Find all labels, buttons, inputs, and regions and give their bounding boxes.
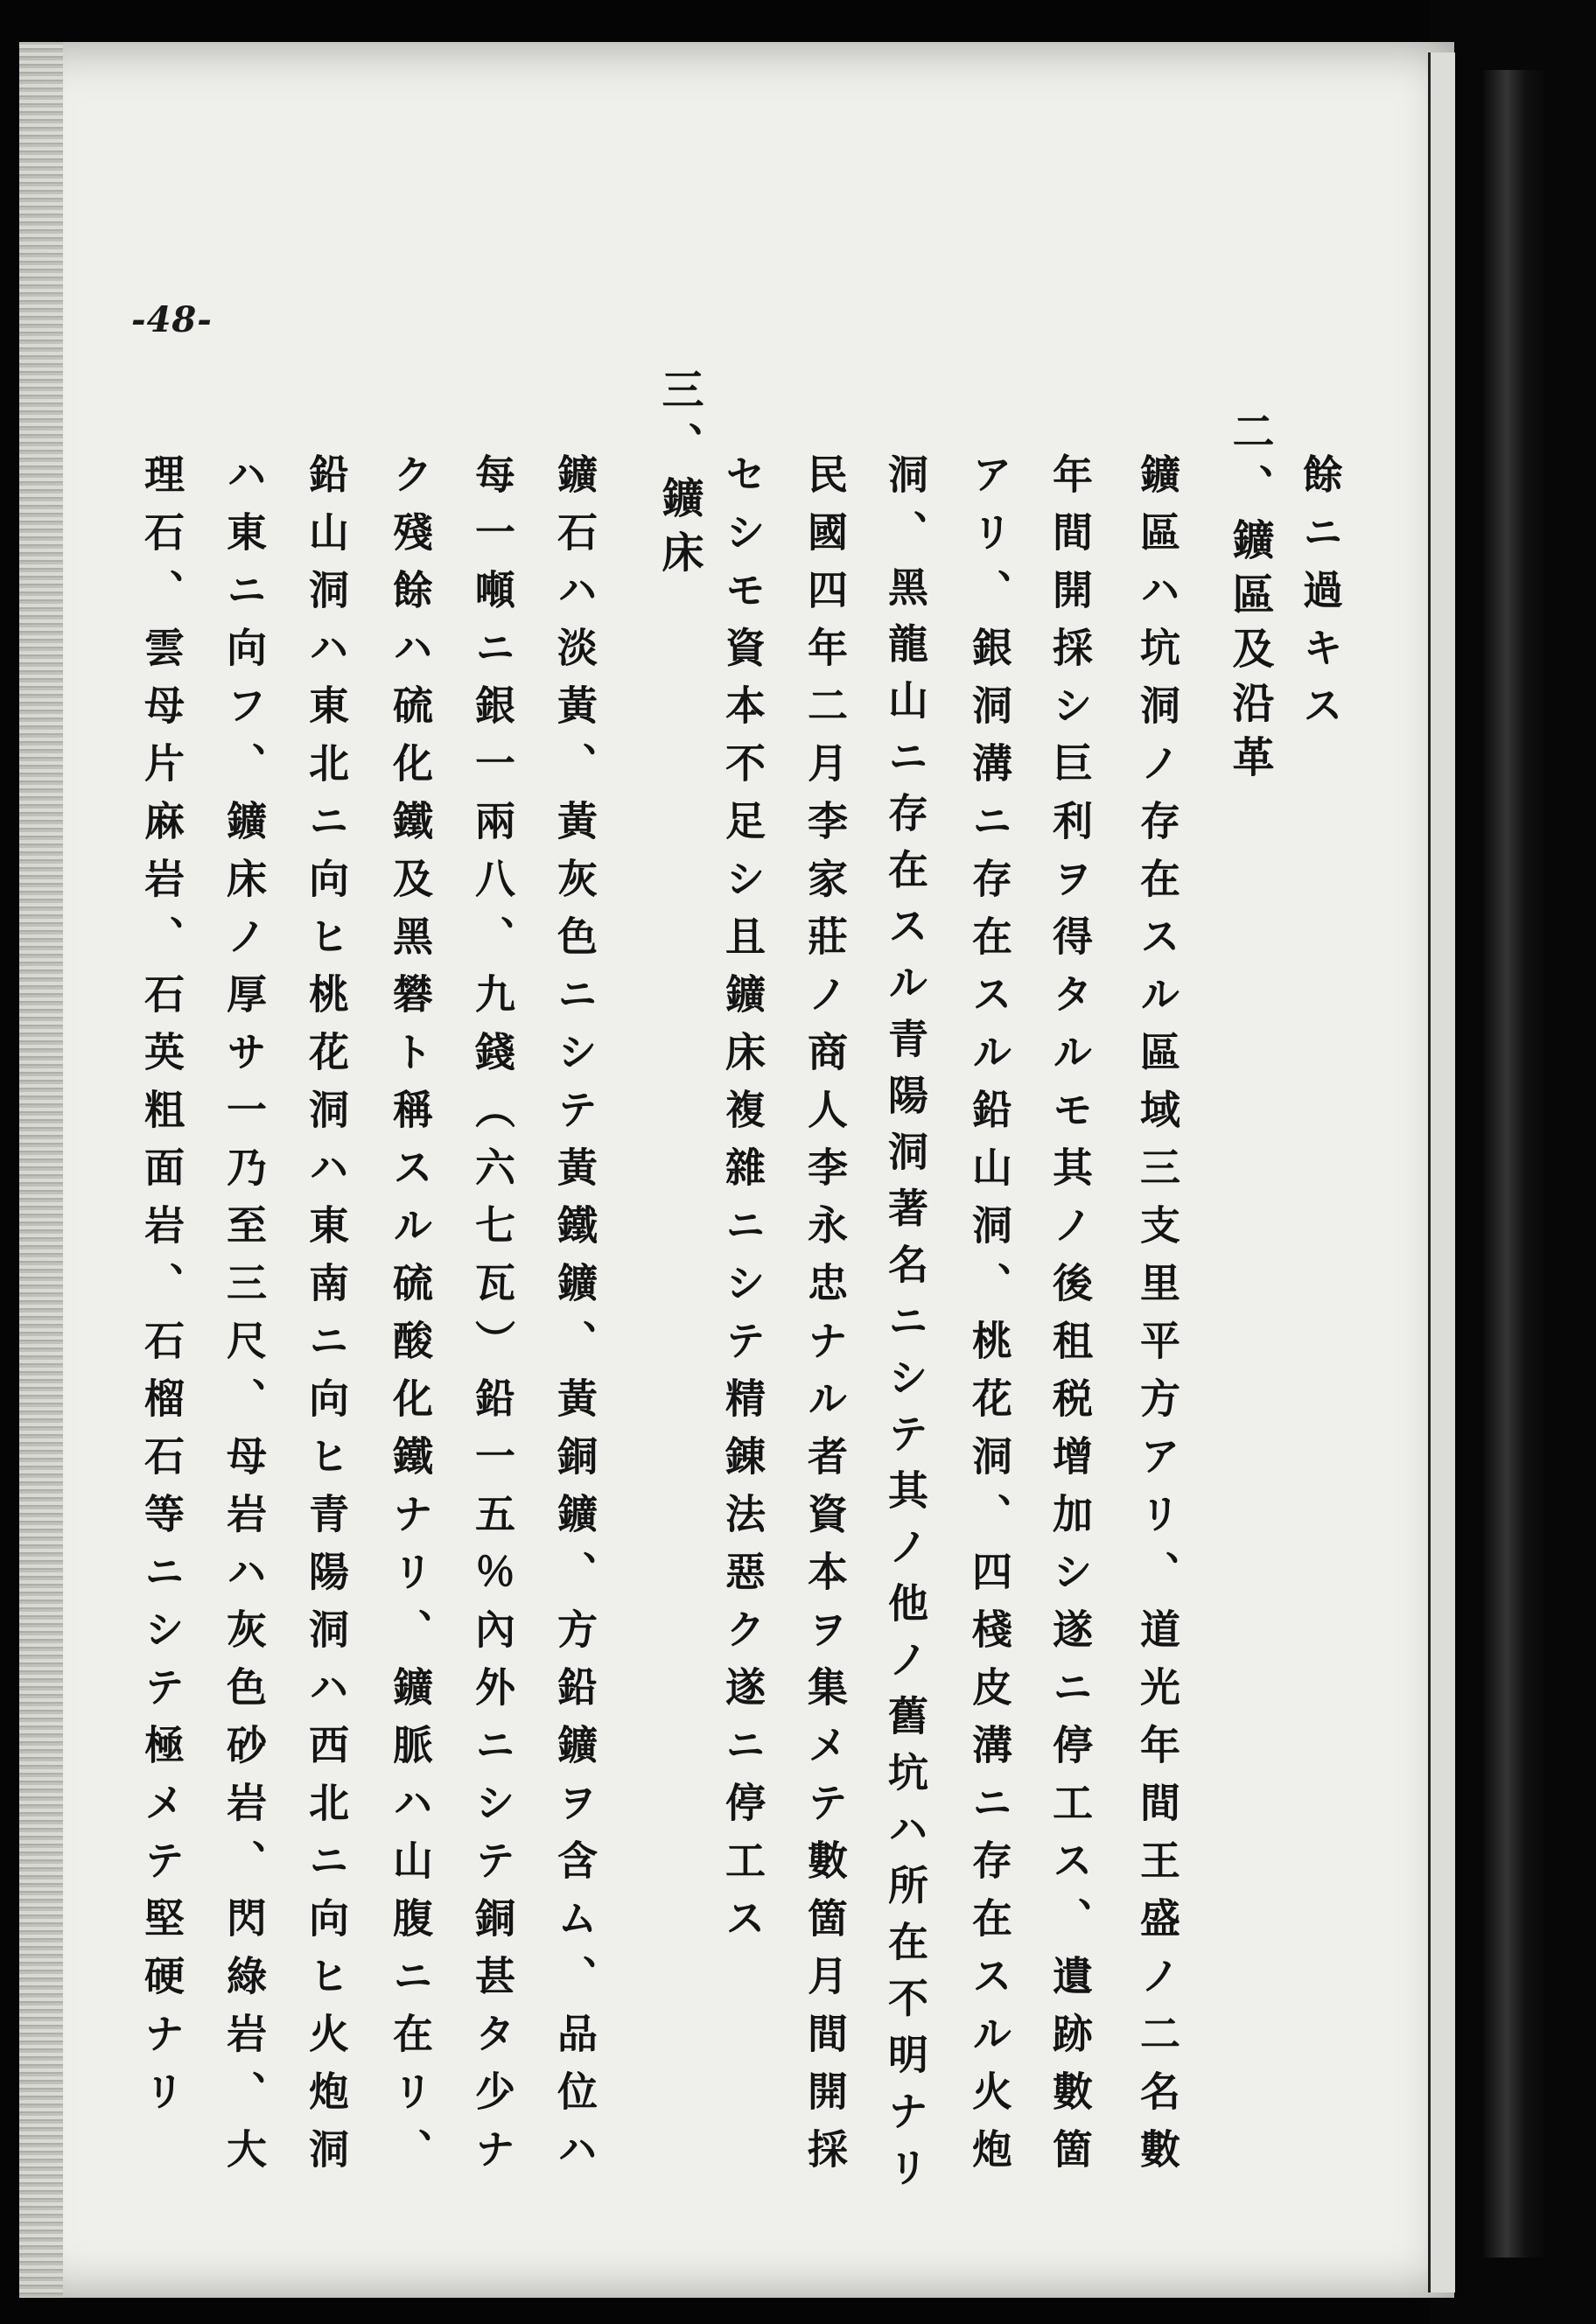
text-column: 洞、黑龍山ニ存在スル青陽洞著名ニシテ其ノ他ノ舊坑ハ所在不明ナリ — [882, 453, 929, 2203]
text-column: 理石、雲母片麻岩、石英粗面岩、石榴石等ニシテ極メテ堅硬ナリ — [138, 453, 186, 2128]
text-column: ハ東ニ向フ、鑛床ノ厚サ一乃至三尺、母岩ハ灰色砂岩、閃綠岩、大 — [220, 453, 268, 2186]
text-column: 鉛山洞ハ東北ニ向ヒ桃花洞ハ東南ニ向ヒ青陽洞ハ西北ニ向ヒ火炮洞 — [303, 453, 350, 2186]
section-heading-3: 三、鑛床 — [654, 368, 704, 584]
text-column: 民國四年二月李家莊ノ商人李永忠ナル者資本ヲ集メテ數箇月間開採 — [802, 453, 849, 2186]
text-column: 年間開採シ巨利ヲ得タルモ其ノ後租税增加シ遂ニ停工ス、遺跡數箇 — [1046, 453, 1094, 2186]
page-edge — [1428, 52, 1455, 2292]
section-heading-2: 二、鑛區及沿革 — [1225, 410, 1274, 789]
text-column: 鑛區ハ坑洞ノ存在スル區域三支里平方アリ、道光年間王盛ノ二名數 — [1134, 453, 1181, 2186]
text-column: セシモ資本不足シ且鑛床複雜ニシテ精錬法惡ク遂ニ停工ス — [719, 453, 766, 1955]
text-column: アリ、銀洞溝ニ存在スル鉛山洞、桃花洞、四棧皮溝ニ存在スル火炮 — [966, 453, 1013, 2186]
page-number: -48- — [131, 299, 213, 340]
text-column: 餘ニ過キス — [1297, 453, 1344, 742]
text-column: ク殘餘ハ硫化鐵及黑礬ト稱スル硫酸化鐵ナリ、鑛脈ハ山腹ニ在リ、 — [387, 453, 434, 2186]
binding-gutter — [19, 42, 63, 2298]
text-column: 每一噸ニ銀一兩八、九錢（六七瓦）鉛一五％內外ニシテ銅甚タ少ナ — [469, 453, 516, 2186]
page-curl-streak — [1482, 70, 1544, 2258]
text-column: 鑛石ハ淡黃、黃灰色ニシテ黃鐵鑛、黃銅鑛、方鉛鑛ヲ含ム、品位ハ — [551, 453, 598, 2186]
